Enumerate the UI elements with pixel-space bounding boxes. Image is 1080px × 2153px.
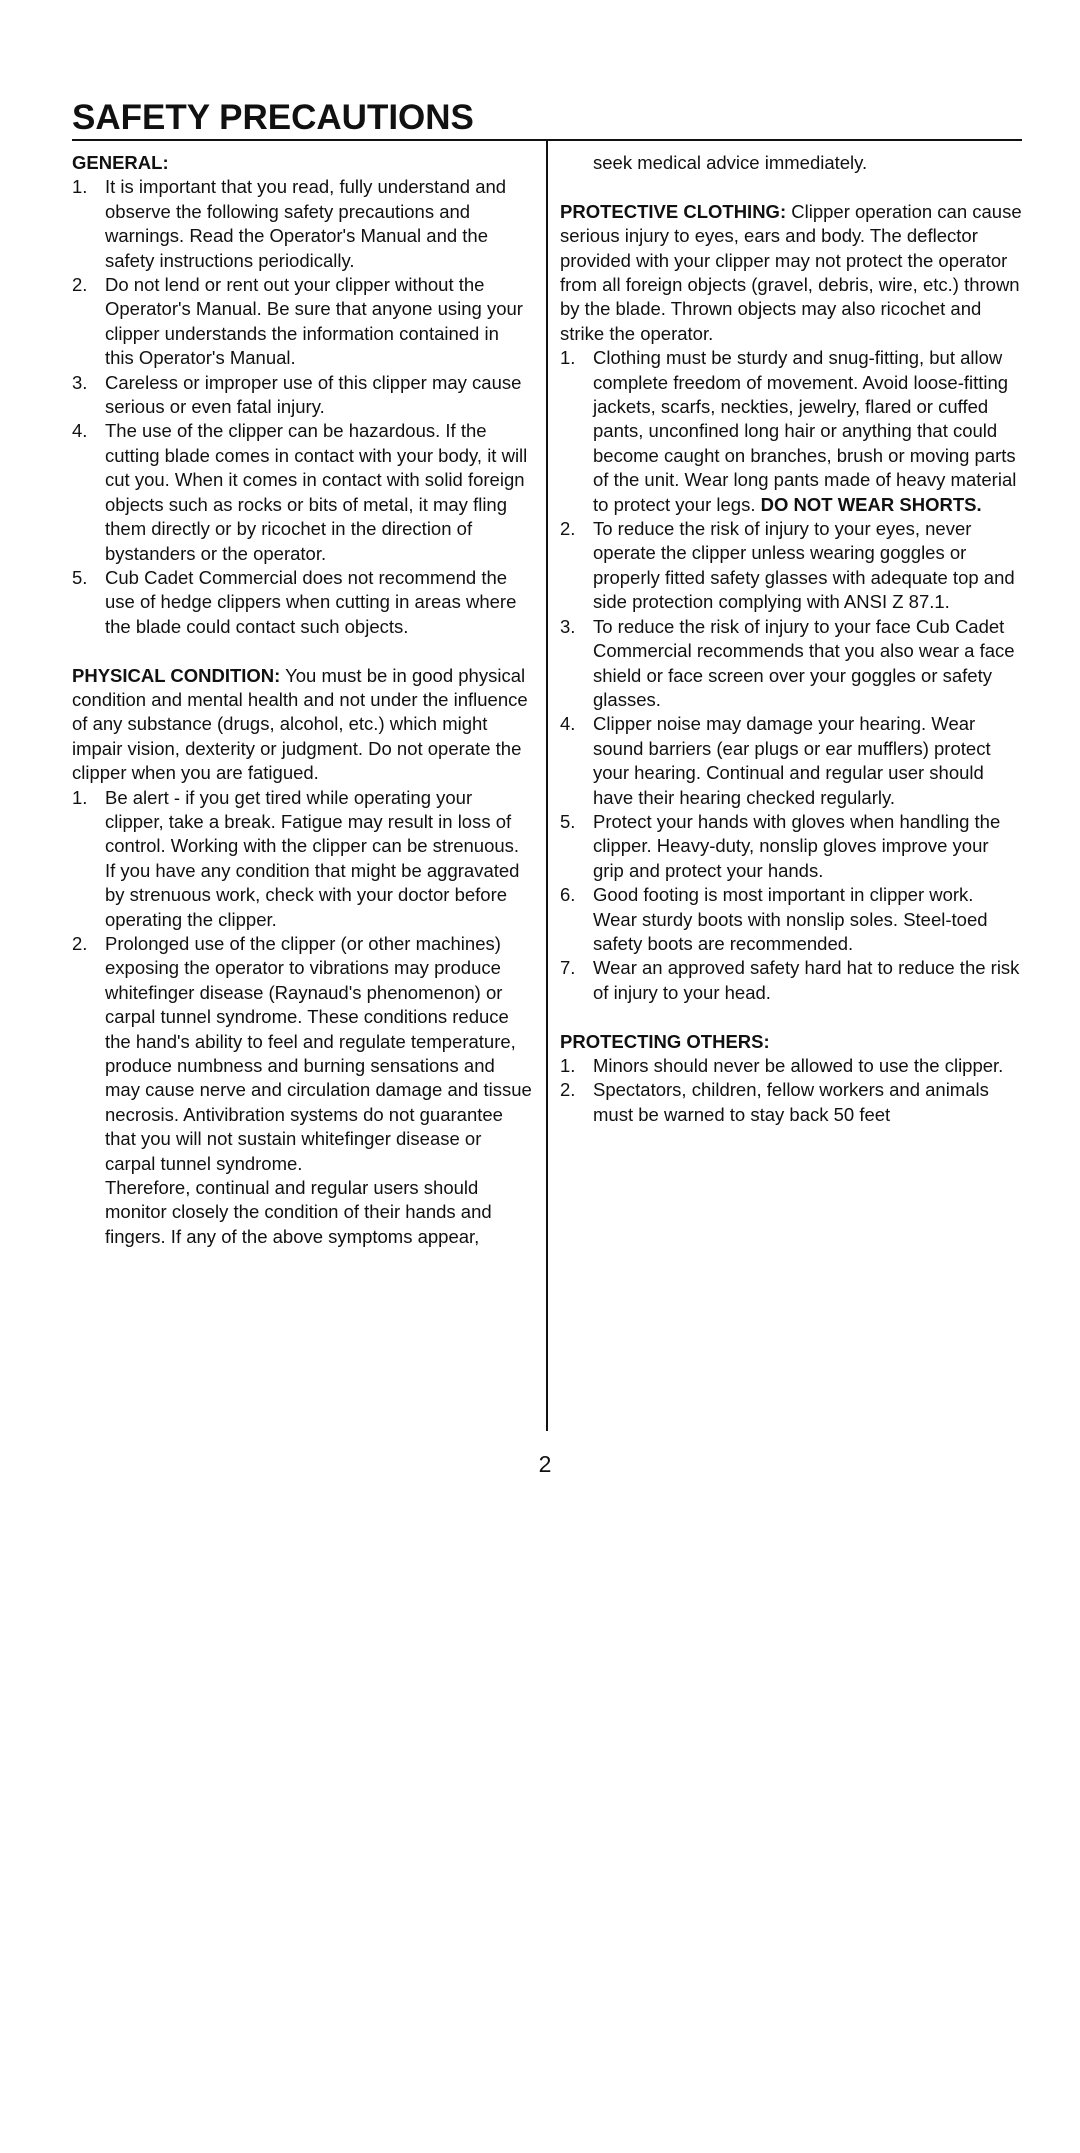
item-text: The use of the clipper can be hazardous. If the cutting blade comes in contact with your body, it will cut you. When it comes in contact with solid foreign objects such as rocks or bits of metal, it may fling them directly or by ricochet in the direction of bystanders or the operator. (105, 420, 528, 564)
physical-item-2-continuation: Therefore, continual and regular users should monitor closely the condition of their hands and fingers. If any of the above symptoms appear, (105, 1177, 492, 1247)
item-number: 7. (560, 957, 576, 979)
item-text: Protect your hands with gloves when handling the clipper. Heavy-duty, nonslip gloves improve your grip and protect your hands. (593, 810, 1001, 881)
item-text: Wear an approved safety hard hat to reduce the risk of injury to your head. (593, 957, 1020, 1003)
general-item-4 (72, 419, 532, 565)
physical-condition-intro (72, 664, 532, 786)
item-text: Minors should never be allowed to use the clipper. (593, 1055, 1004, 1076)
general-item-5 (72, 566, 532, 639)
page-number: 2 (538, 1451, 552, 1477)
item-number: 5. (560, 810, 576, 832)
item-number: 1. (72, 176, 88, 198)
physical-item-2 (72, 932, 532, 1176)
item-text: Do not lend or rent out your clipper without the Operator's Manual. Be sure that anyone using your clipper understands the information contained in this Operator's Manual. (105, 274, 523, 369)
protecting-others-item-2 (560, 1078, 1022, 1127)
physical-condition-text: You must be in good physical condition and mental health and not under the influence of any substance (drugs, alcohol, etc.) which might impair vision, dexterity or judgment. Do not operate the clipper when you are fatigued. (72, 664, 528, 784)
protecting-others-item-1 (560, 1054, 1022, 1078)
item-number: 2. (560, 518, 576, 540)
item-text-wrapper (593, 346, 1022, 517)
protective-clothing-intro (560, 200, 1022, 346)
general-item-2 (72, 273, 532, 371)
item-text: To reduce the risk of injury to your eyes, never operate the clipper unless wearing goggles or properly fitted safety glasses with adequate top and side protection complying with ANSI Z 87.1. (593, 518, 1015, 613)
right-column (560, 151, 1022, 1127)
general-item-1 (72, 175, 532, 273)
protecting-others-heading: PROTECTING OTHERS: (560, 1030, 770, 1052)
physical-item-1 (72, 786, 532, 932)
item-text: To reduce the risk of injury to your face Cub Cadet Commercial recommends that you also wear a face shield or face screen over your goggles or safety glasses. (593, 615, 1015, 710)
column-divider (546, 141, 548, 1431)
left-column (72, 151, 532, 1249)
item-text: Spectators, children, fellow workers and animals must be warned to stay back 50 feet (593, 1079, 989, 1125)
item-number: 3. (72, 371, 88, 393)
protective-item-1 (560, 346, 1022, 517)
item-emphasis: DO NOT WEAR SHORTS. (760, 493, 982, 515)
physical-item-2-continuation-right: seek medical advice immediately. (593, 152, 868, 173)
item-number: 1. (72, 786, 88, 808)
item-text: Good footing is most important in clipper work. Wear sturdy boots with nonslip soles. Steel-toed safety boots are recommended. (593, 884, 988, 954)
protective-clothing-heading: PROTECTIVE CLOTHING: (560, 200, 787, 222)
item-number: 1. (560, 347, 576, 369)
protective-item-2 (560, 517, 1022, 615)
item-text: Cub Cadet Commercial does not recommend the use of hedge clippers when cutting in areas where the blade could contact such objects. (105, 566, 517, 637)
protective-item-3 (560, 615, 1022, 713)
item-number: 2. (72, 932, 88, 954)
general-item-3 (72, 371, 532, 420)
item-number: 4. (72, 420, 88, 442)
item-text: Prolonged use of the clipper (or other machines) exposing the operator to vibrations may produce whitefinger disease (Raynaud's phenomenon) or carpal tunnel syndrome. These conditions reduce the hand's ability to feel and regulate temperature, produce numbness and burning sensations and may cause nerve and circulation damage and tissue necrosis. Antivibration systems do not guarantee that you will not sustain whitefinger disease or carpal tunnel syndrome. (105, 932, 532, 1174)
item-number: 2. (72, 274, 88, 296)
item-text: It is important that you read, fully understand and observe the following safety precautions and warnings. Read the Operator's Manual and the safety instructions periodically. (105, 176, 507, 271)
item-number: 2. (560, 1079, 576, 1101)
protective-clothing-text: Clipper operation can cause serious injury to eyes, ears and body. The deflector provided with your clipper may not protect the operator from all foreign objects (gravel, debris, wire, etc.) thrown by the blade. Thrown objects may also ricochet and strike the operator. (560, 200, 1022, 344)
item-text: Careless or improper use of this clipper may cause serious or even fatal injury. (105, 371, 522, 418)
item-number: 4. (560, 713, 576, 735)
physical-condition-heading: PHYSICAL CONDITION: (72, 664, 281, 686)
item-number: 6. (560, 884, 576, 906)
item-number: 3. (560, 615, 576, 637)
protective-item-4 (560, 712, 1022, 810)
item-text: Clipper noise may damage your hearing. Wear sound barriers (ear plugs or ear mufflers) protect your hearing. Continual and regular user should have their hearing checked regularly. (593, 713, 991, 808)
protective-item-7 (560, 956, 1022, 1005)
item-number: 1. (560, 1055, 576, 1076)
item-number: 5. (72, 566, 88, 588)
item-text: Be alert - if you get tired while operating your clipper, take a break. Fatigue may result in loss of control. Working with the clipper can be strenuous. If you have any condition that might be aggravated by strenuous work, check with your doctor before operating the clipper. (105, 786, 520, 930)
protective-item-6 (560, 883, 1022, 956)
page-title: SAFETY PRECAUTIONS (72, 98, 474, 137)
item-text: Clothing must be sturdy and snug-fitting, but allow complete freedom of movement. Avoid loose-fitting jackets, scarfs, neckties, jewelry, flared or cuffed pants, unconfined long hair or anything that could become caught on branches, brush or moving parts of the unit. Wear long pants made of heavy material to protect your legs. (593, 347, 1017, 515)
protective-item-5 (560, 810, 1022, 883)
general-heading: GENERAL: (72, 152, 169, 173)
